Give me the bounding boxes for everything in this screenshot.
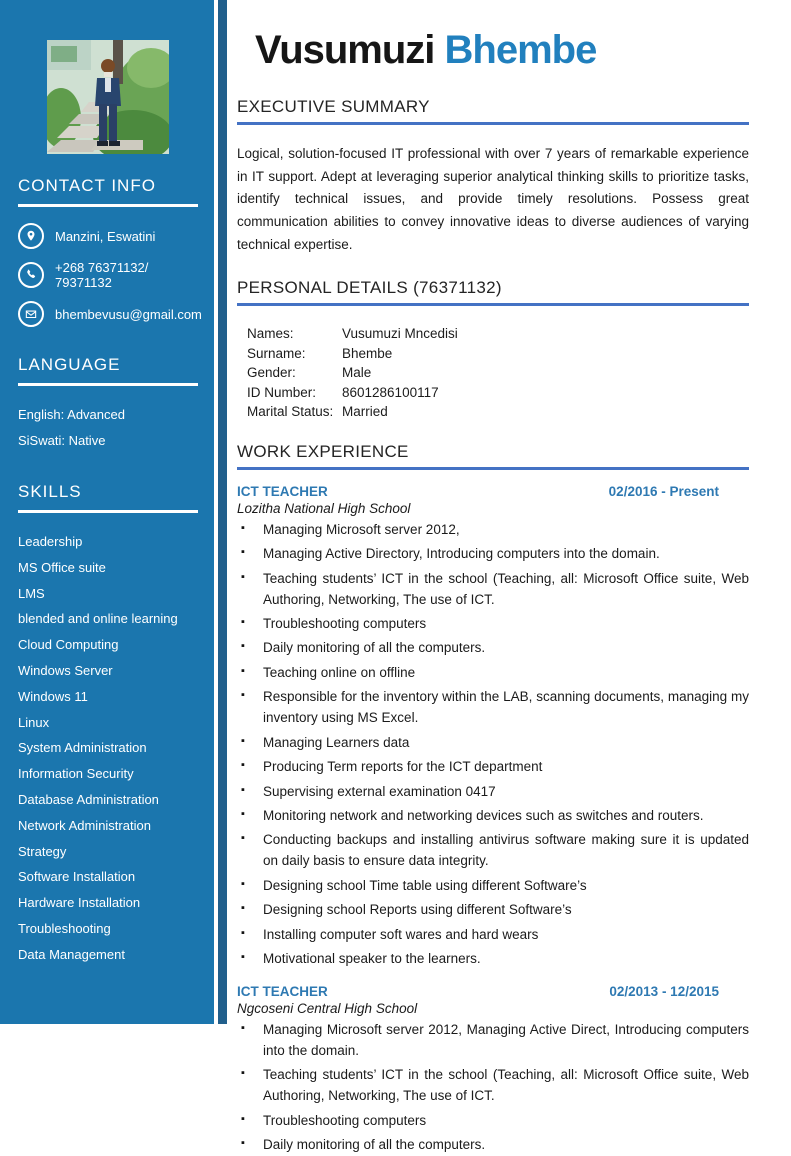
personal-details-row bbox=[247, 383, 749, 403]
skill-item: blended and online learning bbox=[18, 611, 178, 627]
executive-summary-heading: EXECUTIVE SUMMARY bbox=[237, 97, 430, 116]
vertical-divider-stripe bbox=[218, 0, 227, 1024]
personal-details-row bbox=[247, 324, 749, 344]
sidebar bbox=[0, 0, 214, 1024]
skill-item: Strategy bbox=[18, 843, 67, 859]
personal-details-heading: PERSONAL DETAILS (76371132) bbox=[237, 278, 502, 298]
job-bullet: ▪ Troubleshooting computers bbox=[237, 1111, 749, 1132]
resume-main bbox=[237, 0, 749, 1152]
email-icon bbox=[18, 301, 44, 327]
job-bullet: ▪ Managing Microsoft server 2012, Managing Active Direct, Introducing computers into the domain. bbox=[237, 1020, 749, 1062]
job-bullet: ▪ Teaching students’ ICT in the school (Teaching, all: Microsoft Office suite, Web Authoring, Networking, The use of ICT. bbox=[237, 569, 749, 611]
detail-label: Surname: bbox=[247, 345, 306, 361]
first-name: Vusumuzi bbox=[255, 28, 435, 72]
skill-item: Leadership bbox=[18, 534, 83, 549]
contact-list bbox=[18, 221, 202, 329]
detail-label: ID Number: bbox=[247, 384, 317, 400]
skills-list bbox=[18, 529, 198, 968]
contact-info-rule bbox=[18, 204, 198, 207]
personal-details-rule bbox=[237, 303, 749, 306]
job-header bbox=[237, 984, 749, 999]
work-experience-heading: WORK EXPERIENCE bbox=[237, 441, 409, 461]
section-work-experience bbox=[237, 442, 749, 1156]
contact-row-phone bbox=[18, 260, 198, 290]
personal-details-row bbox=[247, 402, 749, 422]
skill-item: Information Security bbox=[18, 766, 134, 782]
detail-value: Vusumuzi Mncedisi bbox=[342, 326, 458, 342]
job-bullet: ▪ Managing Active Directory, Introducing computers into the domain. bbox=[237, 544, 749, 565]
personal-details-row bbox=[247, 363, 749, 383]
contact-phone-text: +268 76371132/ 79371132 bbox=[55, 260, 149, 290]
job-bullet: ▪ Managing Microsoft server 2012, bbox=[237, 520, 749, 541]
job-entry-2 bbox=[237, 984, 749, 1156]
job-bullet: ▪ Troubleshooting computers bbox=[237, 614, 749, 635]
detail-value: Married bbox=[342, 404, 388, 420]
skill-item: Linux bbox=[18, 714, 50, 730]
job-dates: 02/2013 - 12/2015 bbox=[609, 983, 719, 999]
skill-item: System Administration bbox=[18, 740, 147, 756]
job-bullet: ▪ Daily monitoring of all the computers. bbox=[237, 638, 749, 659]
job-dates: 02/2016 - Present bbox=[608, 483, 719, 499]
profile-photo-illustration bbox=[47, 40, 169, 154]
detail-value: Male bbox=[342, 365, 372, 381]
skill-item: Cloud Computing bbox=[18, 637, 119, 653]
skill-item: Software Installation bbox=[18, 869, 136, 885]
page-title bbox=[255, 28, 749, 73]
language-heading: LANGUAGE bbox=[18, 355, 121, 374]
job-bullet: ▪ Daily monitoring of all the computers. bbox=[237, 1135, 749, 1156]
executive-summary-body: Logical, solution-focused IT professional with over 7 years of remarkable experience in IT support. Adept at leveraging superior analytical thinking skills to prioritize tasks, identify technical issues, and provide timely resolutions. Possess great communication abilities to convey innovative ideas to diverse audiences of varying technical expertise. bbox=[237, 146, 749, 252]
contact-row-location bbox=[18, 221, 198, 251]
job-bullet: ▪ Teaching students’ ICT in the school (Teaching, all: Microsoft Office suite, Web Authoring, Networking, The use of ICT. bbox=[237, 1065, 749, 1107]
detail-label: Gender: bbox=[247, 365, 296, 381]
job-bullet: ▪ Monitoring network and networking devices such as switches and routers. bbox=[237, 806, 749, 827]
job-company: Lozitha National High School bbox=[237, 500, 411, 516]
skill-item: Windows 11 bbox=[18, 688, 88, 704]
detail-value: 8601286100117 bbox=[342, 384, 439, 400]
detail-value: Bhembe bbox=[342, 345, 393, 361]
job-bullet: ▪ Teaching online on offline bbox=[237, 663, 749, 684]
skills-rule bbox=[18, 510, 198, 513]
profile-photo bbox=[47, 40, 169, 154]
job-header bbox=[237, 484, 749, 499]
skill-item: Database Administration bbox=[18, 791, 159, 807]
section-executive-summary bbox=[237, 97, 749, 256]
detail-label: Names: bbox=[247, 326, 294, 342]
language-item: SiSwati: Native bbox=[18, 433, 106, 448]
skill-item: Network Administration bbox=[18, 817, 151, 833]
job-bullet: ▪ Designing school Reports using different Software’s bbox=[237, 900, 749, 921]
skill-item: Troubleshooting bbox=[18, 920, 111, 936]
skills-heading: SKILLS bbox=[18, 482, 82, 501]
contact-info-heading: CONTACT INFO bbox=[18, 176, 156, 195]
job-bullet: ▪ Designing school Time table using different Software’s bbox=[237, 876, 749, 897]
job-bullet: ▪ Conducting backups and installing antivirus software making sure it is updated on daily basis to ensure data integrity. bbox=[237, 830, 749, 872]
skill-item: Data Management bbox=[18, 946, 125, 962]
skill-item: MS Office suite bbox=[18, 559, 106, 575]
job-bullet: ▪ Installing computer soft wares and hard wears bbox=[237, 925, 749, 946]
last-name: Bhembe bbox=[444, 28, 597, 72]
job-company: Ngcoseni Central High School bbox=[237, 1000, 418, 1016]
job-bullet: ▪ Producing Term reports for the ICT department bbox=[237, 757, 749, 778]
executive-summary-rule bbox=[237, 122, 749, 125]
personal-details-row bbox=[247, 344, 749, 364]
skill-item: LMS bbox=[18, 585, 45, 601]
contact-email-text: bhembevusu@gmail.com bbox=[55, 306, 202, 322]
job-bullets bbox=[237, 520, 749, 970]
job-bullet: ▪ Responsible for the inventory within the LAB, scanning documents, managing my inventory using MS Excel. bbox=[237, 687, 749, 729]
section-personal-details bbox=[237, 278, 749, 422]
job-bullet: ▪ Motivational speaker to the learners. bbox=[237, 949, 749, 970]
job-bullet: ▪ Supervising external examination 0417 bbox=[237, 782, 749, 803]
language-rule bbox=[18, 383, 198, 386]
contact-row-email bbox=[18, 299, 202, 329]
job-bullets bbox=[237, 1020, 749, 1156]
phone-icon bbox=[18, 262, 44, 288]
work-experience-rule bbox=[237, 467, 749, 470]
language-list bbox=[18, 402, 198, 454]
detail-label: Marital Status: bbox=[247, 404, 334, 420]
job-title: ICT TEACHER bbox=[237, 983, 328, 999]
language-item: English: Advanced bbox=[18, 407, 125, 422]
job-bullet: ▪ Managing Learners data bbox=[237, 733, 749, 754]
job-title: ICT TEACHER bbox=[237, 483, 328, 499]
personal-details-table bbox=[247, 324, 749, 422]
skill-item: Hardware Installation bbox=[18, 895, 141, 911]
job-entry-1 bbox=[237, 484, 749, 970]
location-pin-icon bbox=[18, 223, 44, 249]
skill-item: Windows Server bbox=[18, 662, 113, 678]
contact-location-text: Manzini, Eswatini bbox=[55, 228, 156, 244]
